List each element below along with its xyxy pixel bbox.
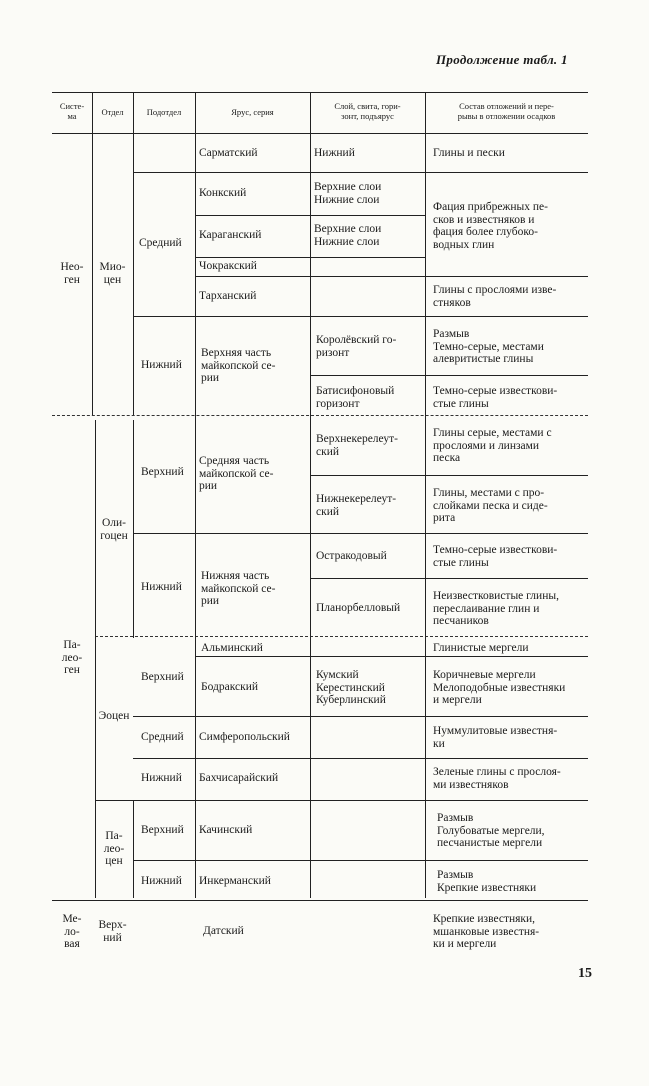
stage-alma: Альминский: [201, 642, 263, 654]
stage-simfer: Симферопольский: [199, 731, 290, 743]
composition-bakhch: Зеленые глины с прослоя- ми известняков: [433, 766, 561, 791]
col-line: [133, 420, 134, 638]
system-cretaceous: Ме- ло- вая: [62, 913, 82, 950]
composition-inkerman: Размыв Крепкие известняки: [437, 869, 537, 894]
header-system: Систе- ма: [59, 101, 85, 121]
composition-simfer: Нуммулитовые известня- ки: [433, 725, 558, 750]
stage-maikop-lower: Нижняя часть майкопской се- рии: [201, 570, 276, 607]
row-line: [310, 475, 588, 476]
subdepartment-eo-upper: Верхний: [141, 671, 184, 683]
layer-sarmat: Нижний: [314, 147, 355, 159]
composition-dat: Крепкие известняки, мшанковые известня- ки и мергели: [433, 913, 540, 950]
layer-konk: Верхние слои Нижние слои: [314, 181, 382, 206]
subdepartment-lower: Нижний: [141, 581, 182, 593]
continuation-label: Продолжение табл. 1: [436, 52, 568, 67]
subdepartment-middle: Средний: [139, 237, 182, 249]
layer-batisif: Батисифоновый горизонт: [316, 385, 395, 410]
composition-korolev: Размыв Темно-серые, местами алевритистые глины: [433, 328, 544, 365]
col-line: [310, 92, 311, 898]
system-neogene: Нео- ген: [60, 261, 84, 286]
row-line: [310, 578, 588, 579]
row-line: [133, 758, 588, 759]
col-line: [95, 420, 96, 898]
composition-bodrak: Коричневые мергели Мелоподобные известняки и мергели: [433, 669, 566, 706]
subdepartment-eo-middle: Средний: [141, 731, 184, 743]
layer-planorb: Планорбелловый: [316, 602, 401, 614]
row-line: [133, 533, 311, 534]
col-line: [425, 92, 426, 898]
stage-maikop-upper: Верхняя часть майкопской се- рии: [201, 347, 276, 384]
layer-karagan: Верхние слои Нижние слои: [314, 223, 382, 248]
header-composition: Состав отложений и пере- рывы в отложении осадков: [457, 101, 556, 121]
row-line: [195, 276, 588, 277]
section-divider: [95, 636, 588, 637]
stage-konk: Конкский: [199, 187, 247, 199]
row-line: [425, 172, 588, 173]
department-paleocene: Па- лео- цен: [103, 830, 125, 867]
header-department: Отдел: [101, 107, 124, 117]
composition-sarmat: Глины и пески: [433, 147, 505, 159]
stage-bodrak: Бодракский: [201, 681, 259, 693]
department-eocene: Эоцен: [98, 710, 130, 722]
composition-planorb: Неизвестковистые глины, переслаивание глин и песчаников: [433, 590, 559, 627]
layer-nizhnekerel: Нижнекерелеут- ский: [316, 493, 397, 518]
stage-tarkhan: Тарханский: [199, 290, 257, 302]
composition-verkhnekerel: Глины серые, местами с прослоями и линзами песка: [433, 427, 552, 464]
section-divider: [52, 415, 588, 416]
layer-verkhnekerel: Верхнекерелеут- ский: [316, 433, 398, 458]
composition-alma: Глинистые мергели: [433, 642, 529, 654]
department-oligocene: Оли- гоцен: [100, 517, 128, 542]
header-subdepartment: Подотдел: [146, 107, 182, 117]
row-line: [310, 533, 588, 534]
subdepartment-lower: Нижний: [141, 359, 182, 371]
col-line: [133, 92, 134, 415]
composition-ostrakod: Темно-серые известкови- стые глины: [433, 544, 558, 569]
system-paleogene: Па- лео- ген: [61, 639, 83, 676]
layer-bodrak: Кумский Керестинский Куберлинский: [316, 669, 386, 706]
subdepartment-upper: Верхний: [141, 466, 184, 478]
stage-karagan: Караганский: [199, 229, 262, 241]
department-miocene: Мио- цен: [99, 261, 126, 286]
stage-chokrak: Чокракский: [199, 260, 257, 272]
subdepartment-eo-lower: Нижний: [141, 772, 182, 784]
stage-maikop-middle: Средняя часть майкопской се- рии: [199, 455, 274, 492]
stage-kachin: Качинский: [199, 824, 253, 836]
row-line: [310, 375, 588, 376]
stage-dat: Датский: [203, 925, 244, 937]
row-line: [133, 316, 588, 317]
row-line: [52, 900, 588, 901]
layer-korolev: Королёвский го- ризонт: [316, 334, 397, 359]
composition-nizhnekerel: Глины, местами с про- слойками песка и сиде- рита: [433, 487, 548, 524]
composition-kachin: Размыв Голубоватые мергели, песчанистые мергели: [437, 812, 545, 849]
department-upper: Верх- ний: [98, 919, 127, 944]
composition-batisif: Темно-серые известкови- стые глины: [433, 385, 558, 410]
composition-facies: Фация прибрежных пе- сков и известняков и фация более глубоко- водных глин: [433, 201, 548, 251]
row-line: [133, 172, 425, 173]
header-stage: Ярус, серия: [231, 107, 274, 117]
page-number: 15: [578, 966, 592, 981]
row-line: [133, 716, 588, 717]
header-layer: Слой, свита, гори- зонт, подъярус: [334, 101, 401, 121]
composition-tarkhan: Глины с прослоями изве- стняков: [433, 284, 557, 309]
col-line: [133, 800, 134, 898]
stage-bakhch: Бахчисарайский: [199, 772, 279, 784]
layer-ostrakod: Остракодовый: [316, 550, 387, 562]
subdepartment-pc-lower: Нижний: [141, 875, 182, 887]
subdepartment-pc-upper: Верхний: [141, 824, 184, 836]
row-line: [95, 800, 588, 801]
stage-inkerman: Инкерманский: [199, 875, 271, 887]
row-line: [195, 656, 588, 657]
stage-sarmat: Сарматский: [199, 147, 258, 159]
col-line: [195, 92, 196, 898]
row-line: [133, 860, 588, 861]
